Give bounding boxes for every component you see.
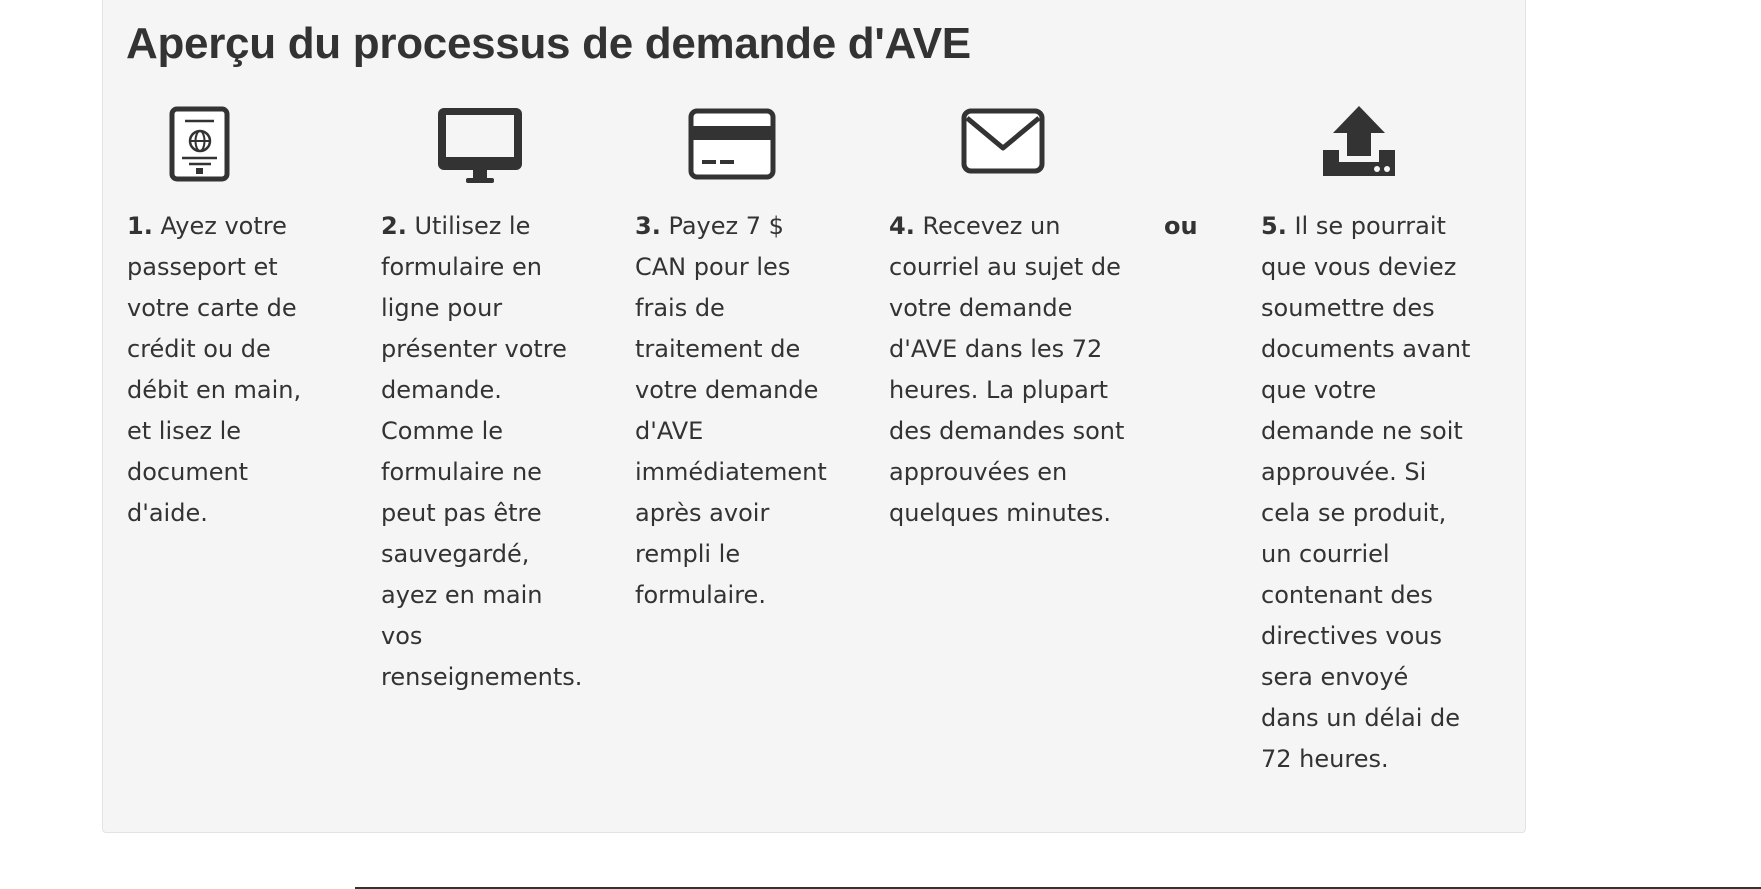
upload-icon	[1321, 106, 1417, 186]
step-5-description: Il se pourrait que vous deviez soumettre des documents avant que votre demande ne soit approuvée. Si cela se produit, un courriel contenant des directives vous sera envoyé dans un délai de 72 heures.	[1261, 212, 1471, 773]
step-3-number: 3.	[635, 212, 661, 240]
step-2-description: Utilisez le formulaire en ligne pour présenter votre demande. Comme le formulaire ne peut pas être sauvegardé, ayez en main vos renseignements.	[381, 212, 583, 691]
computer-monitor-icon	[436, 106, 532, 186]
step-5-text	[1261, 206, 1471, 780]
step-4-description: Recevez un courriel au sujet de votre demande d'AVE dans les 72 heures. La plupart des demandes sont approuvées en quelques minutes.	[889, 212, 1125, 527]
step-4-number: 4.	[889, 212, 915, 240]
step-5-number: 5.	[1261, 212, 1287, 240]
step-1-description: Ayez votre passeport et votre carte de crédit ou de débit en main, et lisez le document d'aide.	[127, 212, 302, 527]
or-separator: ou	[1164, 212, 1198, 240]
credit-card-icon	[688, 106, 784, 186]
step-1-number: 1.	[127, 212, 153, 240]
step-2-number: 2.	[381, 212, 407, 240]
step-1-text	[127, 206, 307, 534]
step-4-text	[889, 206, 1129, 534]
page-title: Aperçu du processus de demande d'AVE	[126, 19, 971, 68]
envelope-icon	[961, 106, 1057, 186]
step-3-text	[635, 206, 835, 616]
step-2-text	[381, 206, 581, 698]
step-3-description: Payez 7 $ CAN pour les frais de traitement de votre demande d'AVE immédiatement après avoir rempli le formulaire.	[635, 212, 827, 609]
passport-icon	[169, 106, 265, 186]
